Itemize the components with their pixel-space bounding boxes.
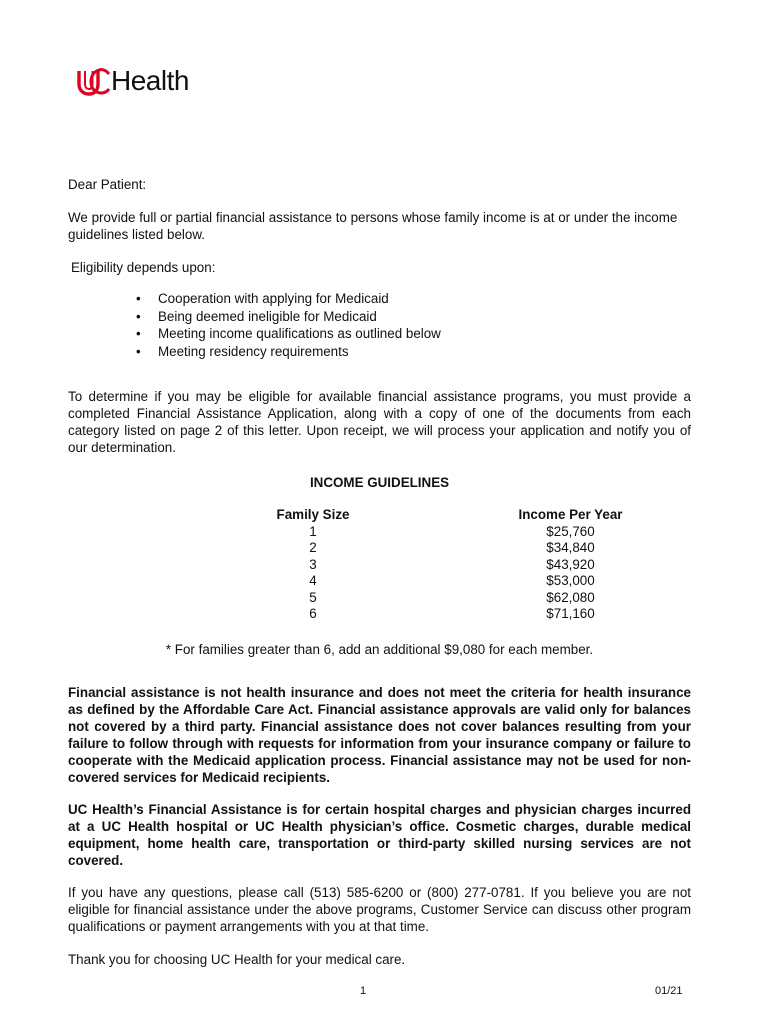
bullet-icon: • (136, 326, 141, 341)
eligibility-heading: Eligibility depends upon: (71, 260, 216, 275)
eligibility-list (68, 290, 691, 360)
family-size-cell: 5 (309, 589, 317, 605)
income-cell: $62,080 (546, 589, 595, 605)
salutation: Dear Patient: (68, 177, 147, 192)
table-row (68, 606, 638, 623)
table-row (68, 573, 638, 590)
income-cell: $34,840 (546, 540, 595, 555)
list-item: • Being deemed ineligible for Medicaid (136, 308, 377, 324)
family-size-cell: 3 (309, 556, 317, 572)
page-number: 1 (360, 985, 367, 997)
assistance-notice: Financial assistance is not health insurance and does not meet the criteria for health insurance as defined by the Affordable Care Act. Financial assistance approvals are valid only for balances not covered by a third party. Financial assistance does not cover balances resulting from your failure to follow through with requests for information from your insurance company or failure to cooperate with the Medicaid application process. Financial assistance may not be used for non-covered services for Medicaid recipients. (68, 684, 691, 785)
income-footnote: * For families greater than 6, add an additional $9,080 for each member. (165, 641, 594, 657)
bullet-icon: • (136, 308, 141, 324)
uc-health-notice: UC Health’s Financial Assistance is for certain hospital charges and physician charges incurred at a UC Health hospital or UC Health physician’s office. Cosmetic charges, durable medical equipment, home health care, transportation or third-party skilled nursing services are not covered. (68, 801, 691, 868)
list-item: • Meeting income qualifications as outlined below (136, 326, 441, 341)
uc-logo-icon (76, 65, 110, 97)
letter-body (68, 176, 691, 968)
column-header-income: Income Per Year (518, 507, 623, 522)
determine-paragraph: To determine if you may be eligible for available financial assistance programs, you must provide a completed Financial Assistance Application, along with a copy of one of the documents from each category listed on page 2 of this letter. Upon receipt, we will process your application and notify you of our determination. (68, 389, 691, 455)
family-size-cell: 2 (309, 540, 317, 555)
table-row (68, 590, 638, 607)
table-row (68, 557, 638, 574)
family-size-cell: 4 (309, 573, 317, 588)
uc-health-logo (76, 64, 189, 98)
table-row (68, 524, 638, 541)
family-size-cell: 6 (309, 606, 317, 621)
income-table (68, 507, 638, 623)
bullet-icon: • (136, 291, 141, 306)
income-cell: $53,000 (546, 573, 595, 588)
income-cell: $71,160 (546, 606, 595, 621)
table-row (68, 540, 638, 557)
list-item: • Cooperation with applying for Medicaid (136, 291, 389, 306)
closing-line: Thank you for choosing UC Health for your medical care. (68, 951, 406, 967)
income-guidelines-title: INCOME GUIDELINES (309, 475, 450, 490)
revision-date: 01/21 (655, 985, 683, 997)
table-header-row (68, 507, 638, 524)
list-item: • Meeting residency requirements (136, 343, 349, 359)
bullet-icon: • (136, 343, 141, 359)
income-cell: $25,760 (546, 523, 595, 539)
column-header-family-size: Family Size (276, 507, 350, 522)
logo-text: Health (111, 65, 189, 96)
intro-paragraph: We provide full or partial financial assistance to persons whose family income is at or under the income guidelines listed below. (68, 210, 678, 242)
questions-paragraph: If you have any questions, please call (513) 585-6200 or (800) 277-0781. If you believe you are not eligible for financial assistance under the above programs, Customer Service can discuss other program qualifications or payment arrangements with you at that time. (68, 884, 691, 934)
family-size-cell: 1 (309, 523, 317, 539)
income-cell: $43,920 (546, 556, 595, 572)
